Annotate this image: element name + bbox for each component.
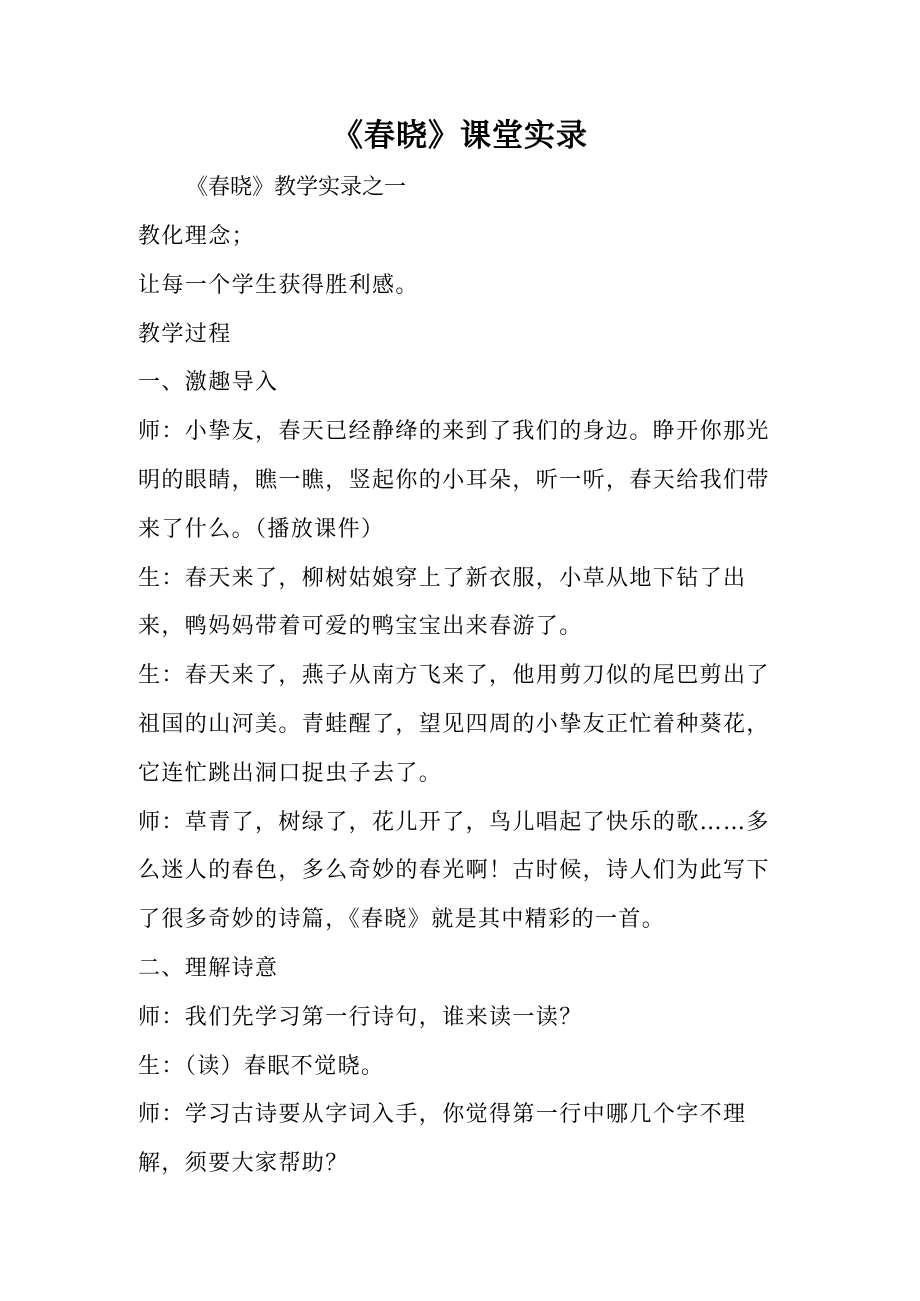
dialogue-teacher-2 [138, 799, 768, 945]
text-line: 师：我们先学习第一行诗句，谁来读一读？ [138, 1004, 583, 1030]
text-line: 生：春天来了，柳树姑娘穿上了新衣服，小草从地下钻了出 [138, 565, 747, 591]
text-line: 师：小挚友，春天已经静绛的来到了我们的身边。睁开你那光 [138, 419, 770, 445]
dialogue-teacher-1 [138, 408, 768, 554]
text-line: 了很多奇妙的诗篇，《春晓》就是其中精彩的一首。 [138, 907, 666, 933]
text-line: 二、理解诗意 [138, 955, 279, 981]
dialogue-teacher-4 [138, 1091, 768, 1189]
text-line: 生：（读）春眠不觉晓。 [138, 1053, 385, 1079]
section-heading-intro [138, 359, 768, 408]
dialogue-student-1 [138, 555, 768, 653]
text-line: 一、激趣导入 [138, 370, 279, 396]
text-line: 解，须要大家帮助？ [138, 1151, 349, 1177]
text-line: 教学过程 [138, 321, 232, 347]
text-line: 它连忙跳出洞口捉虫子去了。 [138, 760, 443, 786]
text-line: 师：草青了，树绿了，花儿开了，鸟儿唱起了快乐的歌……多 [138, 809, 770, 835]
document-body [138, 213, 768, 1189]
text-line: 么迷人的春色，多么奇妙的春光啊！古时候，诗人们为此写下 [138, 858, 770, 884]
text-line: 祖国的山河美。青蛙醒了，望见四周的小挚友正忙着种葵花， [138, 711, 770, 737]
dialogue-teacher-3 [138, 994, 768, 1043]
text-line: 让每一个学生获得胜利感。 [138, 272, 419, 298]
paragraph-teaching-process-heading [138, 311, 768, 360]
text-line: 明的眼睛，瞧一瞧，竖起你的小耳朵，听一听，春天给我们带 [138, 467, 770, 493]
section-heading-understanding [138, 945, 768, 994]
paragraph-teaching-philosophy-heading [138, 213, 768, 262]
document-subtitle: 《春晓》教学实录之一 [186, 175, 407, 200]
document-title: 《春晓》课堂实录 [332, 118, 588, 154]
text-line: 来了什么。（播放课件） [138, 516, 385, 542]
text-line: 生：春天来了，燕子从南方飞来了，他用剪刀似的尾巴剪出了 [138, 663, 770, 689]
dialogue-student-2 [138, 652, 768, 798]
text-line: 来，鸭妈妈带着可爱的鸭宝宝出来春游了。 [138, 614, 583, 640]
dialogue-student-3 [138, 1043, 768, 1092]
text-line: 教化理念； [138, 224, 256, 249]
text-line: 师：学习古诗要从字词入手，你觉得第一行中哪几个字不理 [138, 1102, 747, 1128]
paragraph-teaching-philosophy [138, 262, 768, 311]
